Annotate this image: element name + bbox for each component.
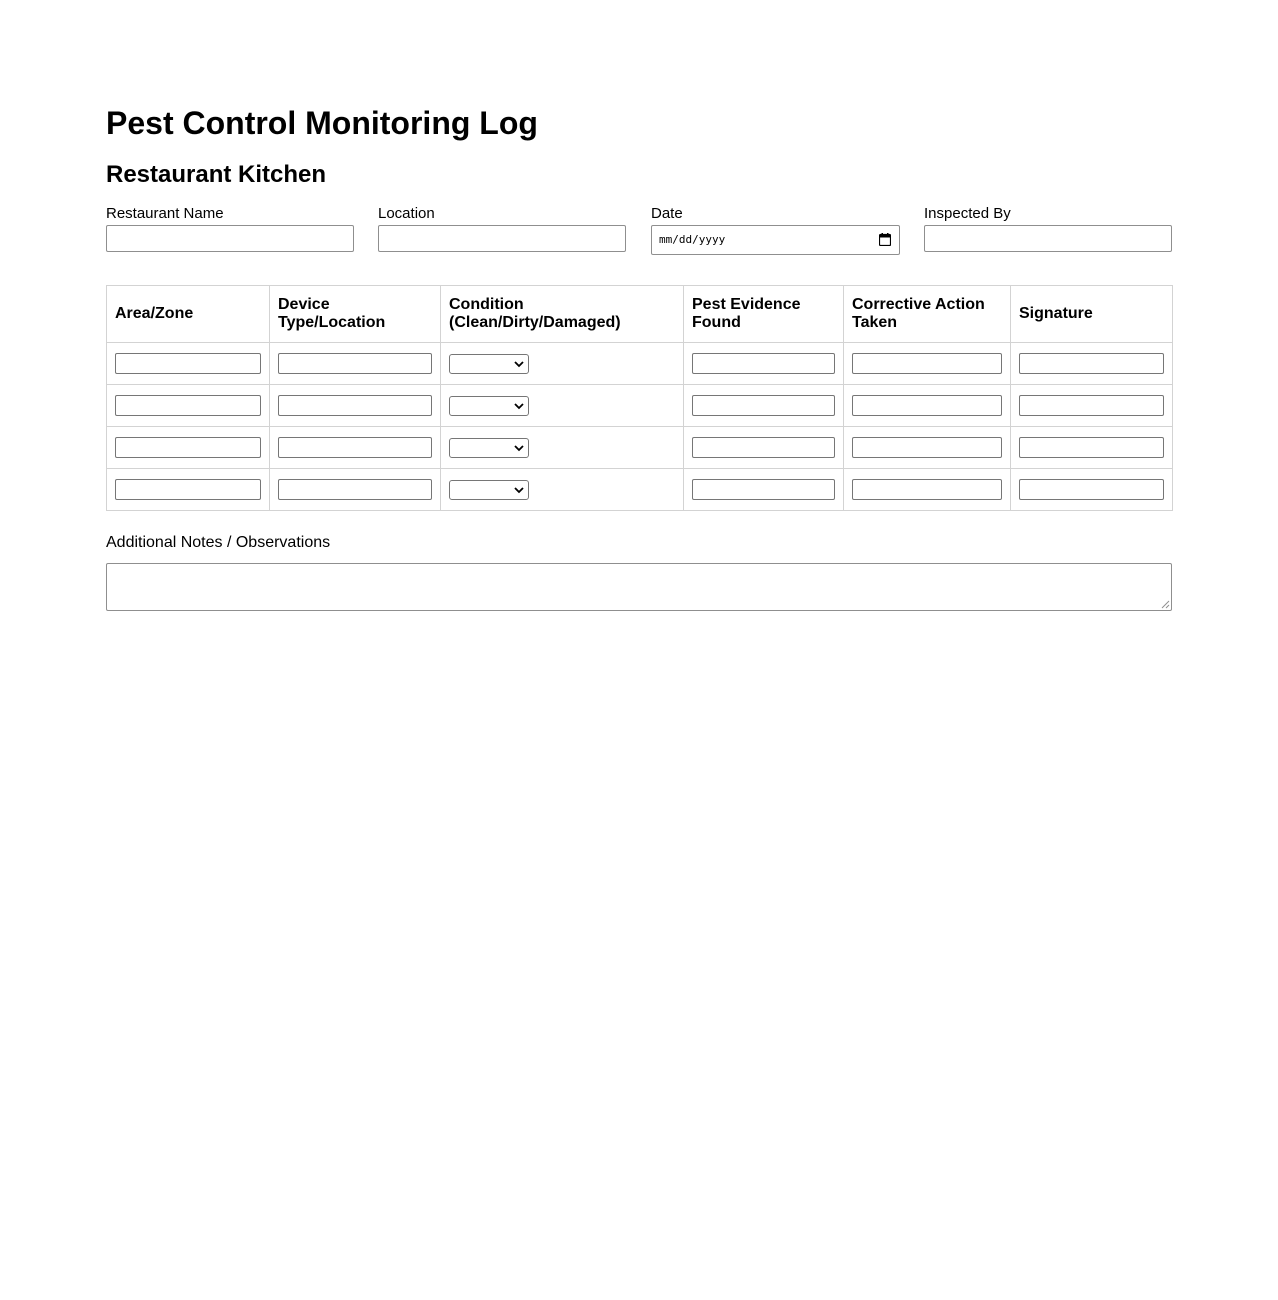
table-cell-corrective-action	[844, 343, 1011, 385]
chevron-down-icon	[514, 486, 524, 494]
date-group	[651, 205, 899, 255]
table-cell-signature	[1011, 385, 1173, 427]
device-type-location-input[interactable]	[278, 437, 432, 458]
column-header-corrective-action: Corrective Action Taken	[844, 286, 1011, 343]
column-header-pest-evidence: Pest Evidence Found	[684, 286, 844, 343]
pest-evidence-input[interactable]	[692, 353, 835, 374]
area-zone-input[interactable]	[115, 395, 261, 416]
table-cell-condition	[441, 469, 684, 511]
area-zone-input[interactable]	[115, 353, 261, 374]
table-cell-condition	[441, 343, 684, 385]
resize-grip-icon[interactable]	[1161, 600, 1170, 609]
chevron-down-icon	[514, 444, 524, 452]
area-zone-input[interactable]	[115, 437, 261, 458]
date-input[interactable]	[651, 225, 900, 255]
device-type-location-input[interactable]	[278, 353, 432, 374]
chevron-down-icon	[514, 402, 524, 410]
table-row	[107, 385, 1173, 427]
table-cell-condition	[441, 385, 684, 427]
table-cell-pest-evidence	[684, 343, 844, 385]
inspected-by-input[interactable]	[924, 225, 1172, 252]
area-zone-input[interactable]	[115, 479, 261, 500]
table-cell-signature	[1011, 469, 1173, 511]
device-type-location-input[interactable]	[278, 479, 432, 500]
table-cell-area-zone	[107, 385, 270, 427]
table-cell-area-zone	[107, 469, 270, 511]
table-cell-device-type-location	[270, 427, 441, 469]
table-row	[107, 343, 1173, 385]
table-cell-signature	[1011, 343, 1173, 385]
table-cell-corrective-action	[844, 469, 1011, 511]
meta-fields-row	[106, 205, 1172, 257]
condition-select[interactable]	[449, 396, 529, 416]
table-cell-area-zone	[107, 343, 270, 385]
notes-textarea[interactable]	[106, 563, 1172, 611]
pest-evidence-input[interactable]	[692, 479, 835, 500]
signature-input[interactable]	[1019, 437, 1164, 458]
corrective-action-input[interactable]	[852, 479, 1002, 500]
column-header-device-type-location: Device Type/Location	[270, 286, 441, 343]
column-header-signature: Signature	[1011, 286, 1173, 343]
date-placeholder: mm/dd/yyyy	[659, 233, 726, 246]
condition-select[interactable]	[449, 354, 529, 374]
location-label: Location	[378, 205, 435, 222]
notes-label: Additional Notes / Observations	[106, 534, 331, 551]
corrective-action-input[interactable]	[852, 437, 1002, 458]
restaurant-name-group	[106, 205, 354, 252]
table-cell-area-zone	[107, 427, 270, 469]
table-cell-condition	[441, 427, 684, 469]
pest-evidence-input[interactable]	[692, 437, 835, 458]
location-group	[378, 205, 626, 252]
pest-evidence-input[interactable]	[692, 395, 835, 416]
inspected-by-label: Inspected By	[924, 205, 1011, 222]
signature-input[interactable]	[1019, 353, 1164, 374]
table-cell-pest-evidence	[684, 385, 844, 427]
signature-input[interactable]	[1019, 395, 1164, 416]
table-cell-device-type-location	[270, 343, 441, 385]
date-label: Date	[651, 205, 683, 222]
signature-input[interactable]	[1019, 479, 1164, 500]
calendar-icon[interactable]	[879, 233, 891, 246]
page-title: Pest Control Monitoring Log	[106, 105, 538, 141]
table-cell-pest-evidence	[684, 427, 844, 469]
restaurant-name-label: Restaurant Name	[106, 205, 224, 222]
table-row	[107, 427, 1173, 469]
table-cell-pest-evidence	[684, 469, 844, 511]
table-cell-device-type-location	[270, 469, 441, 511]
device-type-location-input[interactable]	[278, 395, 432, 416]
location-input[interactable]	[378, 225, 626, 252]
chevron-down-icon	[514, 360, 524, 368]
corrective-action-input[interactable]	[852, 395, 1002, 416]
column-header-condition: Condition (Clean/Dirty/Damaged)	[441, 286, 684, 343]
condition-select[interactable]	[449, 480, 529, 500]
table-cell-device-type-location	[270, 385, 441, 427]
table-header-row	[107, 286, 1173, 343]
inspected-by-group	[924, 205, 1172, 252]
table-cell-corrective-action	[844, 385, 1011, 427]
restaurant-name-input[interactable]	[106, 225, 354, 252]
table-cell-corrective-action	[844, 427, 1011, 469]
column-header-area-zone: Area/Zone	[107, 286, 270, 343]
table-cell-signature	[1011, 427, 1173, 469]
corrective-action-input[interactable]	[852, 353, 1002, 374]
condition-select[interactable]	[449, 438, 529, 458]
page-subtitle: Restaurant Kitchen	[106, 161, 327, 188]
table-body	[107, 343, 1173, 511]
monitoring-log-table	[106, 285, 1173, 511]
table-row	[107, 469, 1173, 511]
